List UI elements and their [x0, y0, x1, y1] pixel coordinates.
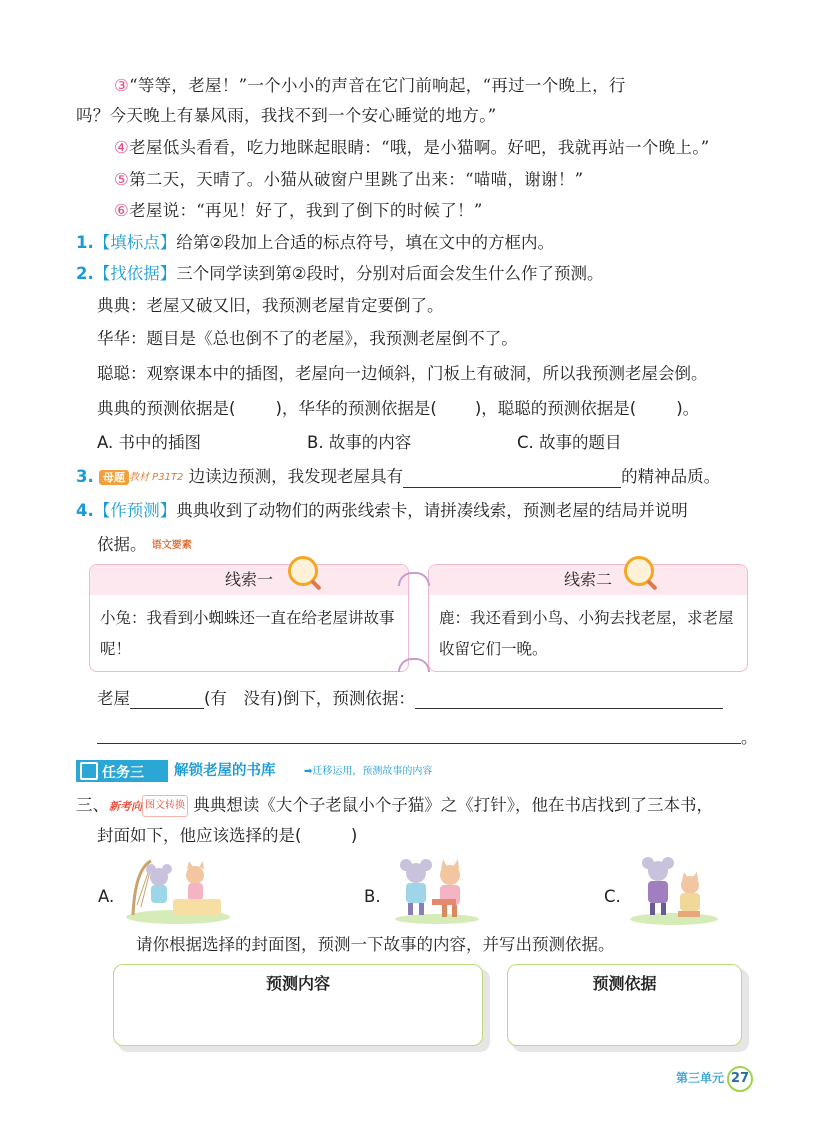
cover-b-illustration[interactable] — [392, 855, 482, 925]
answer-blank[interactable] — [130, 690, 204, 709]
answer-line[interactable] — [97, 743, 741, 744]
question-tag: 【找依据】 — [93, 264, 177, 283]
cover-c-illustration[interactable] — [628, 853, 720, 927]
textbook-ref: 教材 P31T2 — [129, 471, 184, 483]
paragraph-number: ③ — [114, 76, 130, 95]
paragraph-5: ⑤第二天，天晴了。小猫从破窗户里跳了出来：“喵喵，谢谢！” — [114, 170, 584, 189]
section-3-question: 三、新考向 图文转换 典典想读《大个子老鼠小个子猫》之《打针》，他在书店找到了三本书， — [76, 795, 713, 817]
answer-blank[interactable] — [415, 690, 723, 709]
option-b: B. 故事的内容 — [307, 433, 412, 452]
question-1: 1.【填标点】给第②段加上合适的标点符号，填在文中的方框内。 — [76, 233, 555, 252]
q2-answer-line: 典典的预测依据是( )，华华的预测依据是( )，聪聪的预测依据是( )。 — [97, 399, 700, 418]
box-title: 预测依据 — [592, 974, 657, 993]
question-4-line2: 依据。 语文要素 — [97, 535, 192, 554]
clue-card-text: 鹿：我还看到小鸟、小狗去找老屋，求老屋收留它们一晚。 — [439, 609, 734, 658]
answer-blank[interactable] — [403, 469, 621, 488]
section-3-instruction: 请你根据选择的封面图，预测一下故事的内容，并写出预测依据。 — [136, 935, 615, 954]
section-3-line2: 封面如下，他应该选择的是( ) — [97, 826, 358, 845]
cover-option-c-label: C. — [604, 887, 621, 906]
clue-card-2 — [428, 564, 748, 672]
page-number: 27 — [727, 1066, 753, 1092]
mother-question-badge: 母题 — [99, 470, 129, 485]
paragraph-3-line1: ③“等等，老屋！”一个小小的声音在它门前响起，“再过一个晚上，行 — [114, 76, 626, 95]
paragraph-6: ⑥老屋说：“再见！好了，我到了倒下的时候了！” — [114, 201, 483, 220]
question-3: 3. 母题 教材 P31T2 边读边预测，我发现老屋具有 的精神品质。 — [76, 467, 721, 486]
end-period: 。 — [741, 728, 758, 747]
footer-unit: 第三单元 — [676, 1071, 725, 1085]
clue-card-title: 线索二 — [429, 565, 747, 595]
cover-option-b-label: B. — [364, 887, 381, 906]
magnifier-icon — [288, 556, 318, 586]
task-subtitle: ➡迁移运用，预测故事的内容 — [304, 766, 433, 777]
cover-option-a-label: A. — [98, 887, 115, 906]
key-element-badge: 语文要素 — [151, 539, 192, 551]
question-tag: 【作预测】 — [93, 501, 177, 520]
clue-card-1 — [89, 564, 409, 672]
ring-connector-icon — [398, 658, 430, 672]
clue-card-text: 小兔：我看到小蜘蛛还一直在给老屋讲故事呢！ — [100, 609, 395, 658]
question-2: 2.【找依据】三个同学读到第②段时，分别对后面会发生什么作了预测。 — [76, 264, 604, 283]
hua-prediction: 华华：题目是《总也倒不了的老屋》，我预测老屋倒不了。 — [97, 329, 518, 348]
task-label: 任务三 — [76, 760, 168, 782]
q4-answer-line: 老屋 (有 没有)倒下，预测依据： — [97, 689, 723, 709]
prediction-basis-box[interactable] — [507, 964, 742, 1046]
dian-prediction: 典典：老屋又破又旧，我预测老屋肯定要倒了。 — [97, 296, 444, 315]
cong-prediction: 聪聪：观察课本中的插图，老屋向一边倾斜，门板上有破洞，所以我预测老屋会倒。 — [97, 364, 708, 383]
ring-connector-icon — [398, 572, 430, 586]
question-4: 4.【作预测】典典收到了动物们的两张线索卡，请拼凑线索，预测老屋的结局并说明 — [76, 501, 688, 520]
option-a: A. 书中的插图 — [97, 433, 201, 452]
paragraph-4: ④老屋低头看看，吃力地眯起眼睛：“哦，是小猫啊。好吧，我就再站一个晚上。” — [114, 138, 710, 157]
new-trend-badge: 新考向 — [109, 799, 142, 813]
paragraph-3-line2: 吗？今天晚上有暴风雨，我找不到一个安心睡觉的地方。” — [76, 106, 497, 125]
task-3-header — [76, 760, 452, 782]
option-c: C. 故事的题目 — [517, 433, 622, 452]
question-tag: 【填标点】 — [93, 233, 177, 252]
image-text-badge: 图文转换 — [142, 795, 188, 817]
paragraph-number: ⑤ — [114, 170, 130, 189]
task-title: 解锁老屋的书库 — [174, 763, 276, 779]
checkbox-icon — [80, 762, 98, 780]
paragraph-number: ④ — [114, 138, 130, 157]
prediction-content-box[interactable] — [113, 964, 483, 1046]
paragraph-number: ⑥ — [114, 201, 130, 220]
clue-card-title: 线索一 — [90, 565, 408, 595]
box-title: 预测内容 — [265, 974, 330, 993]
magnifier-icon — [624, 556, 654, 586]
cover-a-illustration[interactable] — [123, 855, 233, 925]
